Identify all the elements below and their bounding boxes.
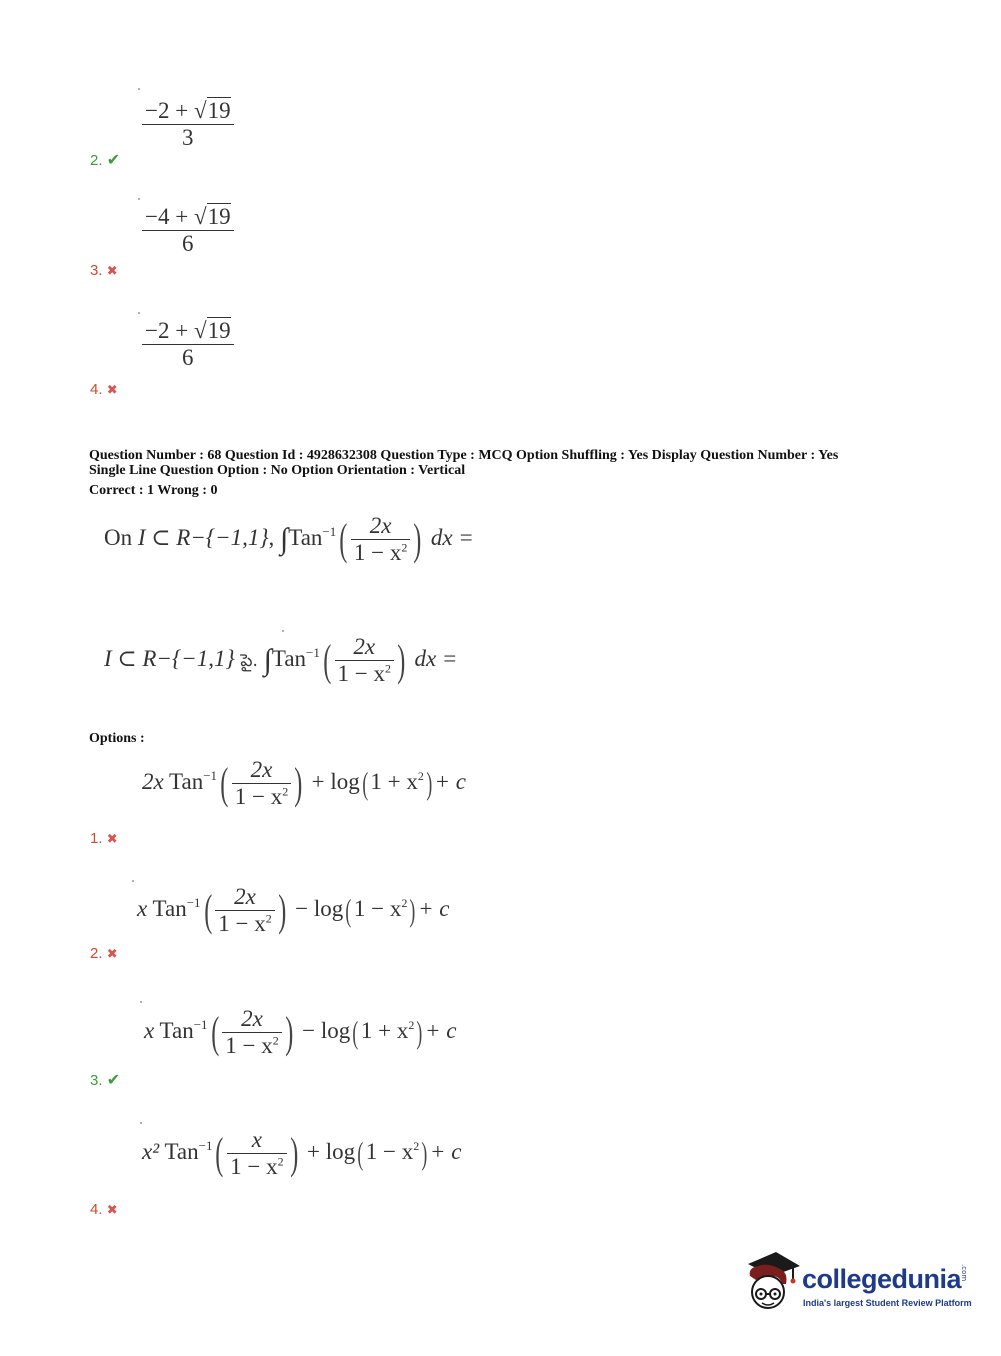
mascot-icon [742,1250,802,1318]
prev-option-3-expr: $\frac{-4 + √19}{6}$ [142,204,234,257]
cross-icon: ✖ [106,946,118,961]
scan-dot [132,880,134,882]
prev-option-3-label: 3. ✖ [90,262,118,279]
scan-dot [140,1001,142,1003]
logo-tagline: India's largest Student Review Platform [803,1298,972,1308]
option-3-label: 3. ✔ [90,1072,121,1089]
cross-icon: ✖ [106,831,118,846]
question-meta-line2: Single Line Question Option : No Option Orientation : Vertical [89,463,466,478]
prev-option-4-label: 4. ✖ [90,381,118,398]
option-4-expr: x² Tan$^{-1}$( $\frac{x}{1 - x^2}$ ) + log( $1 - x^2) + c$ [142,1127,462,1179]
prev-option-2-label: 2. ✔ [90,152,121,169]
option-2-expr: x Tan$^{-1}$( $\frac{2x}{1 - x^2}$ ) − log( $1 - x^2) + c$ [137,884,450,936]
cross-icon: ✖ [106,263,118,278]
scan-dot [138,198,140,200]
question-meta-line3: Correct : 1 Wrong : 0 [89,483,218,498]
cross-icon: ✖ [106,382,118,397]
check-icon: ✔ [106,152,121,169]
question-telugu: I ⊂ R−{−1,1} పై. ∫Tan$^{-1}$( $\frac{2x}{1 - x^2}$ ) dx = [104,634,458,686]
logo-wordmark: collegedunia [802,1264,962,1294]
scan-dot [138,88,140,90]
option-1-label: 1. ✖ [90,830,118,847]
prev-option-4-expr: $\frac{-2 + √19}{6}$ [142,318,234,371]
scan-dot [140,1122,142,1124]
option-2-label: 2. ✖ [90,945,118,962]
logo-dotcom: .com [960,1264,968,1282]
cross-icon: ✖ [106,1202,118,1217]
option-3-expr: x Tan$^{-1}$( $\frac{2x}{1 - x^2}$ ) − log( $1 + x^2) + c$ [144,1006,457,1058]
scan-dot [138,312,140,314]
question-meta-line1: Question Number : 68 Question Id : 4928632308 Question Type : MCQ Option Shuffling : Yes Display Question Number : Yes [89,448,839,463]
check-icon: ✔ [106,1072,121,1089]
options-label: Options : [89,731,145,746]
option-1-expr: 2x Tan$^{-1}$( $\frac{2x}{1 - x^2}$ ) + log( $1 + x^2) + c$ [142,757,467,809]
collegedunia-logo[interactable] [742,1250,972,1320]
prev-option-2-expr: $\frac{-2 + √19}{3}$ [142,98,234,151]
question-english: On I ⊂ R−{−1,1}, ∫Tan$^{-1}$( $\frac{2x}{1 - x^2}$ ) dx = [104,513,474,565]
scan-dot [282,630,284,632]
option-4-label: 4. ✖ [90,1201,118,1218]
